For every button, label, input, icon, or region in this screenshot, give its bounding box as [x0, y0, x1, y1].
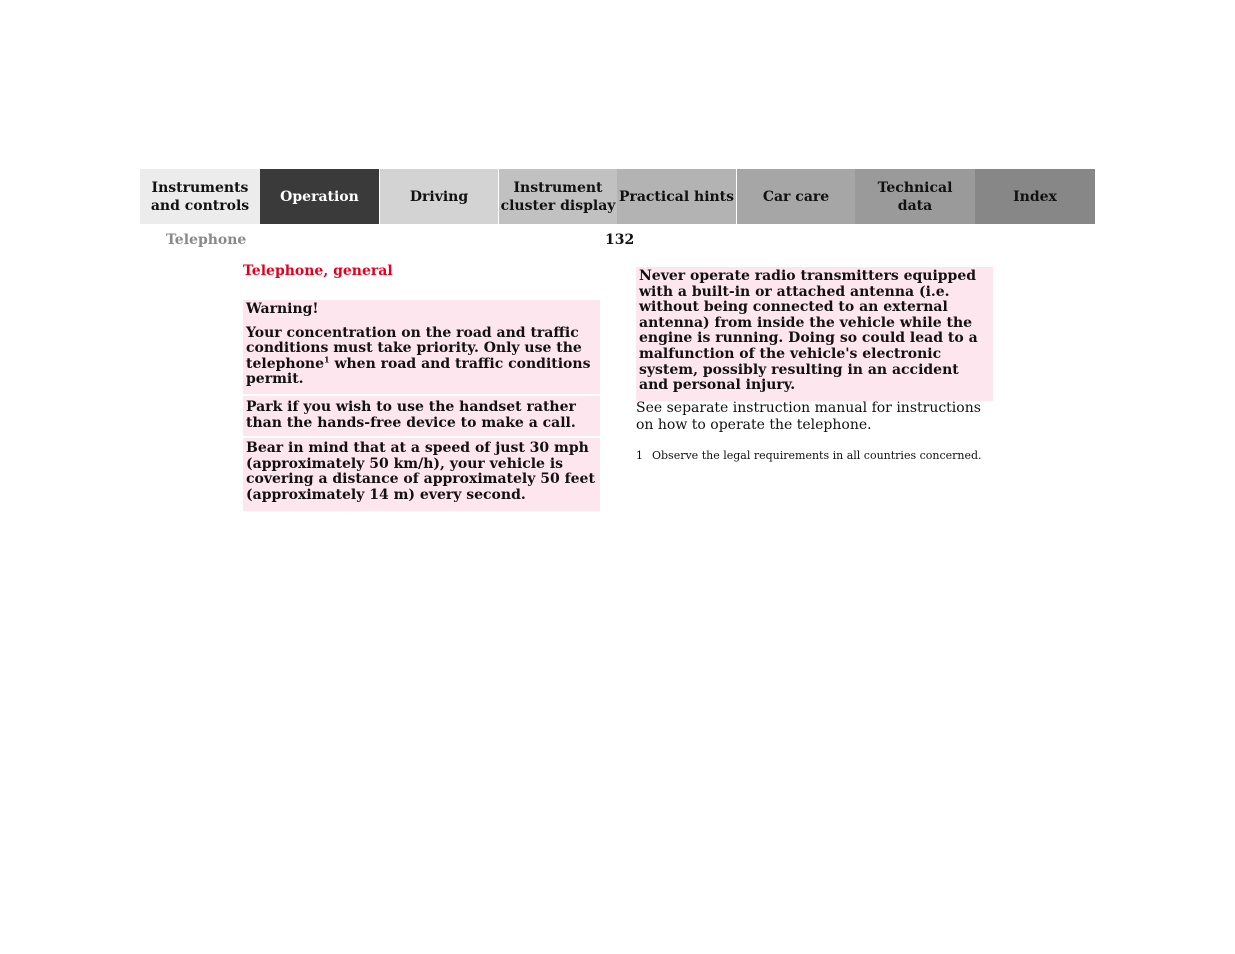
warning-box-radio-transmitters [636, 267, 993, 401]
warning-text-part: Your concentration on the road and traffic conditions must take priority. Only use the telephone [246, 324, 582, 372]
page-heading: Telephone, general [243, 263, 393, 279]
tab-operation[interactable]: Operation [260, 169, 379, 224]
tab-index[interactable]: Index [975, 169, 1095, 224]
tab-practical-hints[interactable]: Practical hints [617, 169, 736, 224]
warning-title: Warning! [246, 301, 319, 317]
warning-box-park [243, 396, 600, 436]
footnote-text: Observe the legal requirements in all countries concerned. [652, 449, 982, 462]
footnote [636, 449, 996, 463]
tab-instruments-and-controls[interactable]: Instruments and controls [140, 169, 260, 224]
page-number: 132 [605, 232, 635, 248]
nav-tabs [140, 169, 1095, 224]
instruction-manual-note: See separate instruction manual for instructions on how to operate the telephone. [636, 400, 981, 433]
tab-instrument-cluster-display[interactable]: Instrument cluster display [498, 169, 617, 224]
warning-paragraph-concentration [246, 326, 597, 388]
section-label: Telephone [166, 232, 247, 248]
tab-car-care[interactable]: Car care [736, 169, 855, 224]
warning-text-part: when road and traffic conditions permit. [246, 355, 591, 388]
warning-paragraph-radio: Never operate radio transmitters equipped with a built-in or attached antenna (i.e. without being connected to an external antenna) from inside the vehicle while the engine is running. Doing so could lead to a malfunction of the vehicle's electronic system, possibly resulting in an accident and personal injury. [639, 268, 978, 394]
tab-driving[interactable]: Driving [379, 169, 498, 224]
footnote-reference[interactable]: 1 [324, 354, 330, 365]
left-warning-column [243, 300, 600, 511]
warning-box-speed [243, 438, 600, 510]
footnote-number: 1 [636, 449, 643, 462]
warning-box-concentration [243, 300, 600, 394]
warning-paragraph-park: Park if you wish to use the handset rather than the hands-free device to make a call. [246, 398, 576, 431]
warning-paragraph-speed: Bear in mind that at a speed of just 30 mph (approximately 50 km/h), your vehicle is covering a distance of approximately 50 feet (approximately 14 m) every second. [246, 440, 595, 503]
tab-technical-data[interactable]: Technical data [855, 169, 975, 224]
